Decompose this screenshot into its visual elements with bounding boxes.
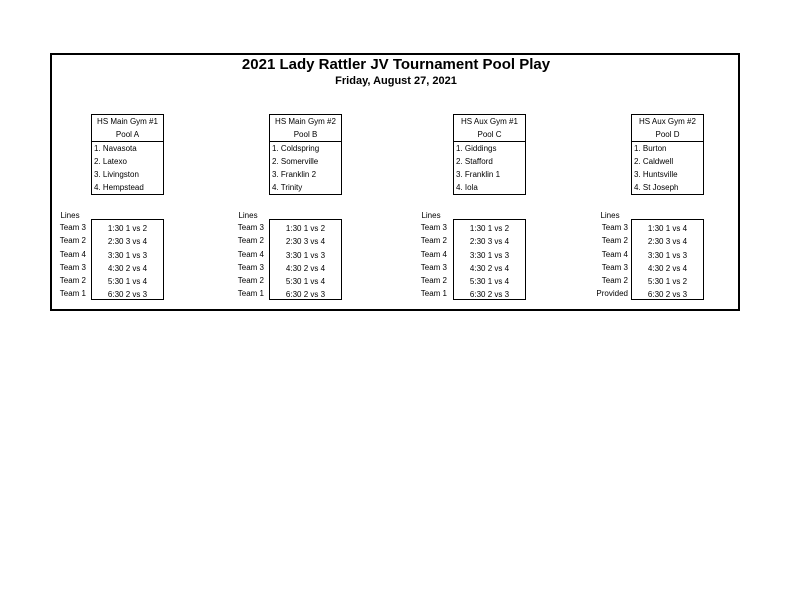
match-row: 1:30 1 vs 2 xyxy=(469,224,510,233)
team-entry: 4. St Joseph xyxy=(634,183,679,192)
schedule-box xyxy=(269,219,342,300)
match-row: 5:30 1 vs 4 xyxy=(107,277,148,287)
line-team: Team 2 xyxy=(237,276,264,286)
line-team: Team 3 xyxy=(420,223,447,232)
team-entry: 2. Stafford xyxy=(456,157,493,166)
line-team: Team 3 xyxy=(59,262,86,272)
match-row: 5:30 1 vs 4 xyxy=(285,277,326,287)
match-row: 6:30 2 vs 3 xyxy=(647,290,688,300)
line-team: Team 4 xyxy=(420,249,447,259)
match-row: 2:30 3 vs 4 xyxy=(285,237,326,247)
match-row: 6:30 2 vs 3 xyxy=(285,290,326,300)
line-team: Team 3 xyxy=(601,223,628,232)
line-team: Team 1 xyxy=(237,289,264,299)
match-row: 2:30 3 vs 4 xyxy=(107,237,148,247)
line-team: Team 2 xyxy=(59,236,86,246)
team-entry: 3. Huntsville xyxy=(634,170,678,179)
line-team: Team 2 xyxy=(601,236,628,246)
lines-list xyxy=(228,221,264,301)
match-row: 1:30 1 vs 2 xyxy=(285,224,326,233)
match-row: 3:30 1 vs 3 xyxy=(107,250,148,260)
match-row: 4:30 2 vs 4 xyxy=(647,263,688,273)
line-team: Team 1 xyxy=(59,289,86,299)
match-row: 4:30 2 vs 4 xyxy=(107,263,148,273)
line-team: Team 3 xyxy=(237,262,264,272)
match-row: 1:30 1 vs 2 xyxy=(107,224,148,233)
match-row: 5:30 1 vs 2 xyxy=(647,277,688,287)
pool-name: Pool A xyxy=(115,130,140,139)
team-entry: 2. Caldwell xyxy=(634,157,674,166)
match-row: 3:30 1 vs 3 xyxy=(647,250,688,260)
pool-name: Pool D xyxy=(655,130,680,139)
team-entry: 1. Coldspring xyxy=(272,144,320,153)
line-team: Team 3 xyxy=(59,223,86,232)
team-entry: 1. Burton xyxy=(634,144,667,153)
team-entry: 4. Iola xyxy=(456,183,478,192)
pool-name: Pool C xyxy=(477,130,502,139)
pool-d-card xyxy=(631,114,704,195)
match-row: 2:30 3 vs 4 xyxy=(469,237,510,247)
gym-name: HS Aux Gym #1 xyxy=(461,117,518,126)
line-team: Team 1 xyxy=(420,289,447,299)
page-subtitle: Friday, August 27, 2021 xyxy=(335,75,457,87)
team-entry: 4. Trinity xyxy=(272,183,303,192)
team-entry: 2. Latexo xyxy=(94,157,127,166)
line-team: Team 4 xyxy=(601,249,628,259)
lines-label: Lines xyxy=(421,211,441,220)
lines-label: Lines xyxy=(60,211,80,220)
line-team: Team 2 xyxy=(237,236,264,246)
line-team: Team 2 xyxy=(420,276,447,286)
gym-name: HS Main Gym #2 xyxy=(275,117,336,126)
match-row: 3:30 1 vs 3 xyxy=(285,250,326,260)
gym-name: HS Aux Gym #2 xyxy=(639,117,696,126)
line-team: Provided xyxy=(596,289,628,299)
schedule-box xyxy=(91,219,164,300)
match-row: 4:30 2 vs 4 xyxy=(285,263,326,273)
match-row: 1:30 1 vs 4 xyxy=(647,224,688,233)
line-team: Team 4 xyxy=(237,249,264,259)
pool-c-card xyxy=(453,114,526,195)
team-entry: 3. Livingston xyxy=(94,170,139,179)
pool-name: Pool B xyxy=(293,130,318,139)
pool-b-card xyxy=(269,114,342,195)
lines-list xyxy=(588,221,628,301)
line-team: Team 3 xyxy=(601,262,628,272)
match-row: 4:30 2 vs 4 xyxy=(469,263,510,273)
team-entry: 4. Hempstead xyxy=(94,183,144,192)
line-team: Team 3 xyxy=(420,262,447,272)
team-entry: 2. Somerville xyxy=(272,157,319,166)
match-row: 6:30 2 vs 3 xyxy=(469,290,510,300)
line-team: Team 3 xyxy=(237,223,264,232)
line-team: Team 2 xyxy=(420,236,447,246)
gym-name: HS Main Gym #1 xyxy=(97,117,158,126)
line-team: Team 2 xyxy=(59,276,86,286)
schedule-box xyxy=(631,219,704,300)
team-entry: 1. Giddings xyxy=(456,144,497,153)
match-row: 2:30 3 vs 4 xyxy=(647,237,688,247)
match-row: 5:30 1 vs 4 xyxy=(469,277,510,287)
lines-label: Lines xyxy=(600,211,620,220)
match-row: 3:30 1 vs 3 xyxy=(469,250,510,260)
line-team: Team 4 xyxy=(59,249,86,259)
schedule-box xyxy=(453,219,526,300)
team-entry: 1. Navasota xyxy=(94,144,137,153)
team-entry: 3. Franklin 1 xyxy=(456,170,501,179)
lines-list xyxy=(50,221,86,301)
page-title: 2021 Lady Rattler JV Tournament Pool Play xyxy=(241,56,551,73)
lines-label: Lines xyxy=(238,211,258,220)
pool-a-card xyxy=(91,114,164,195)
lines-list xyxy=(411,221,447,301)
team-entry: 3. Franklin 2 xyxy=(272,170,317,179)
line-team: Team 2 xyxy=(601,276,628,286)
match-row: 6:30 2 vs 3 xyxy=(107,290,148,300)
